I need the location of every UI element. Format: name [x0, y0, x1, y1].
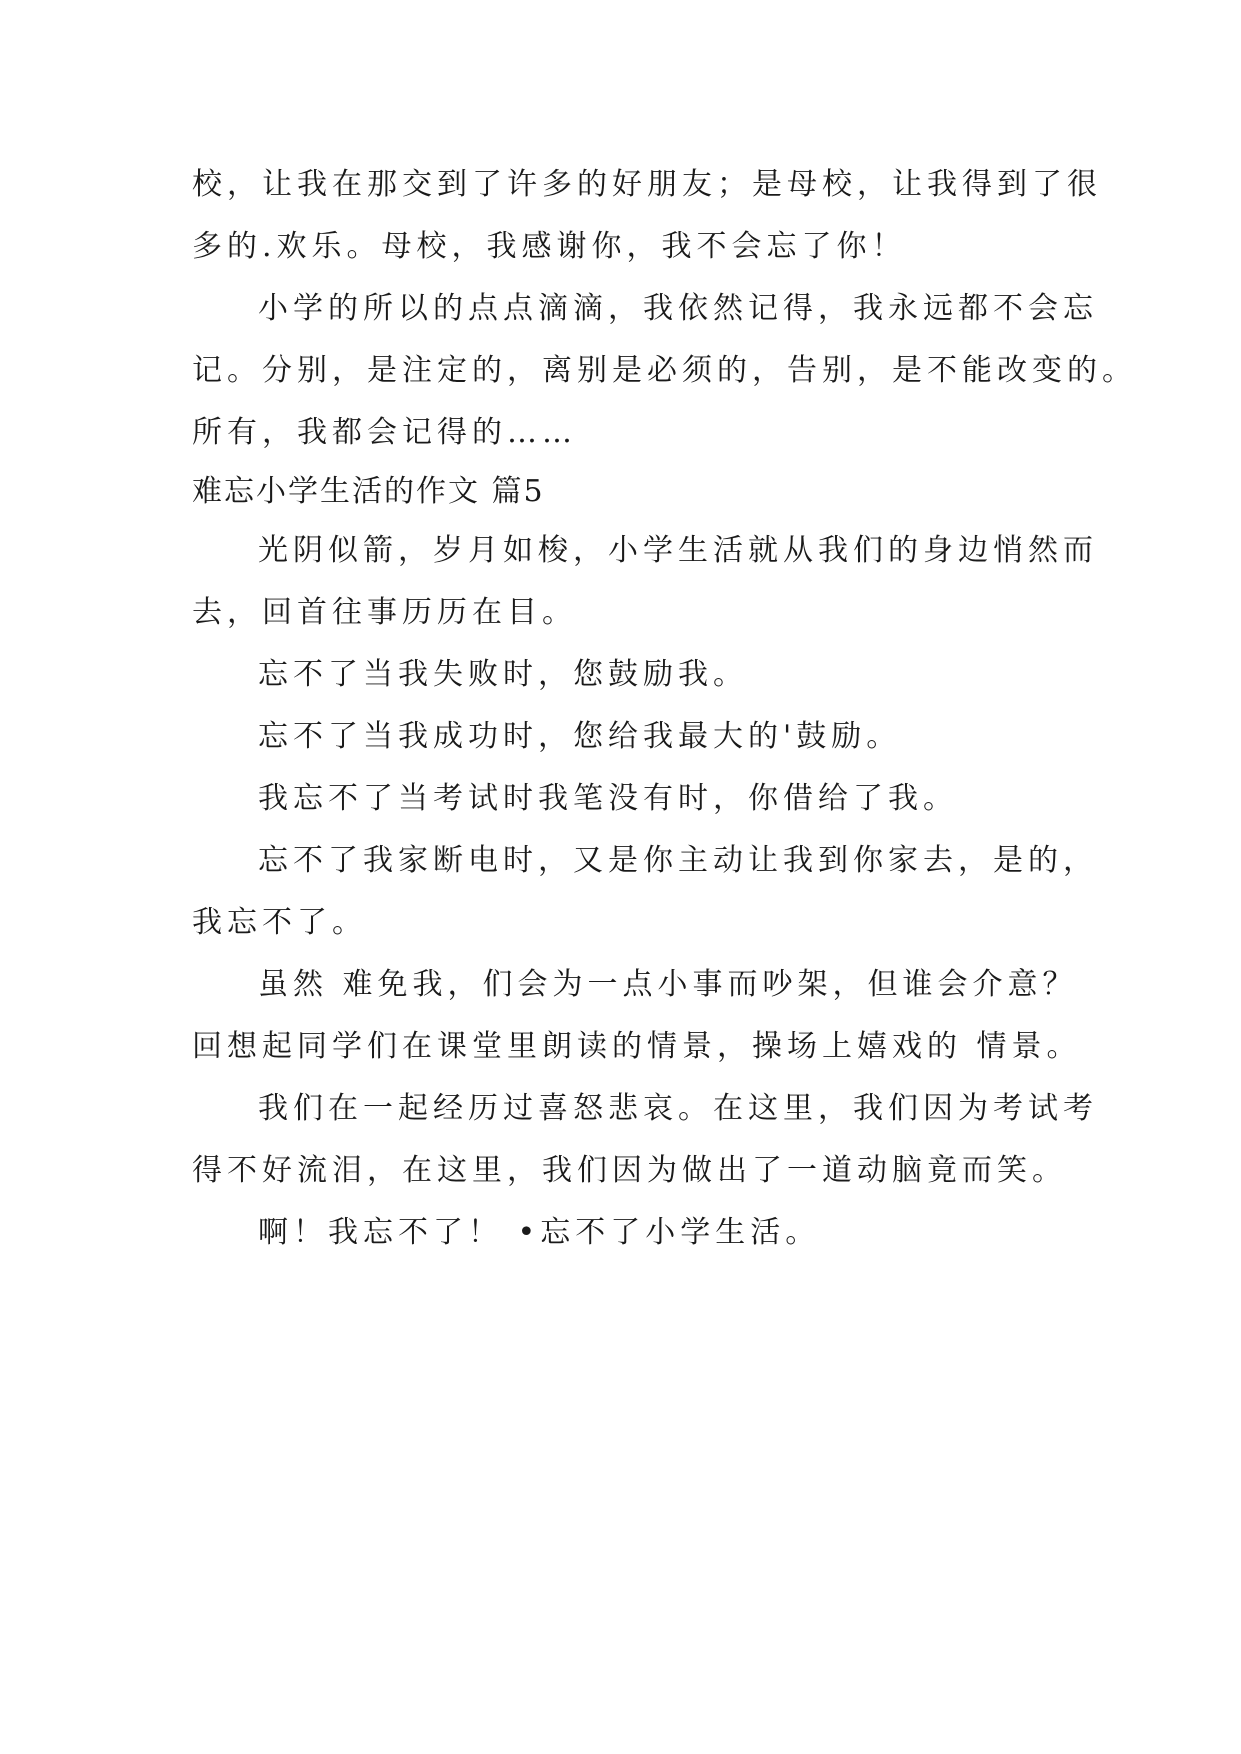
body-line: 光阴似箭，岁月如梭，小学生活就从我们的身边悄然而 [258, 533, 1098, 568]
body-line: 我们在一起经历过喜怒悲哀。在这里，我们因为考试考 [258, 1091, 1098, 1126]
body-line: 得不好流泪，在这里，我们因为做出了一道动脑竟而笑。 [192, 1153, 1067, 1188]
body-line: 我忘不了。 [192, 905, 367, 940]
document-body [192, 154, 1137, 1264]
body-line: 记。分别，是注定的，离别是必须的，告别，是不能改变的。 [192, 353, 1137, 388]
body-line: 我忘不了当考试时我笔没有时，你借给了我。 [258, 781, 958, 816]
section-heading: 难忘小学生活的作文 篇5 [192, 474, 545, 509]
body-line: 多的.欢乐。母校，我感谢你，我不会忘了你！ [192, 229, 907, 264]
body-line: 忘不了当我成功时，您给我最大的'鼓励。 [258, 719, 902, 754]
body-line: 小学的所以的点点滴滴，我依然记得，我永远都不会忘 [258, 291, 1098, 326]
body-line: 所有，我都会记得的…… [192, 415, 577, 450]
body-line: 忘不了我家断电时，又是你主动让我到你家去，是的， [258, 843, 1098, 878]
body-line: 回想起同学们在课堂里朗读的情景，操场上嬉戏的 情景。 [192, 1029, 1082, 1064]
body-line: 啊！我忘不了！ •忘不了小学生活。 [258, 1215, 821, 1250]
body-line: 忘不了当我失败时，您鼓励我。 [258, 657, 748, 692]
body-line: 去，回首往事历历在目。 [192, 595, 577, 630]
body-line: 校，让我在那交到了许多的好朋友；是母校，让我得到了很 [192, 167, 1102, 202]
body-line: 虽然 难免我，们会为一点小事而吵架，但谁会介意？ [258, 967, 1078, 1002]
